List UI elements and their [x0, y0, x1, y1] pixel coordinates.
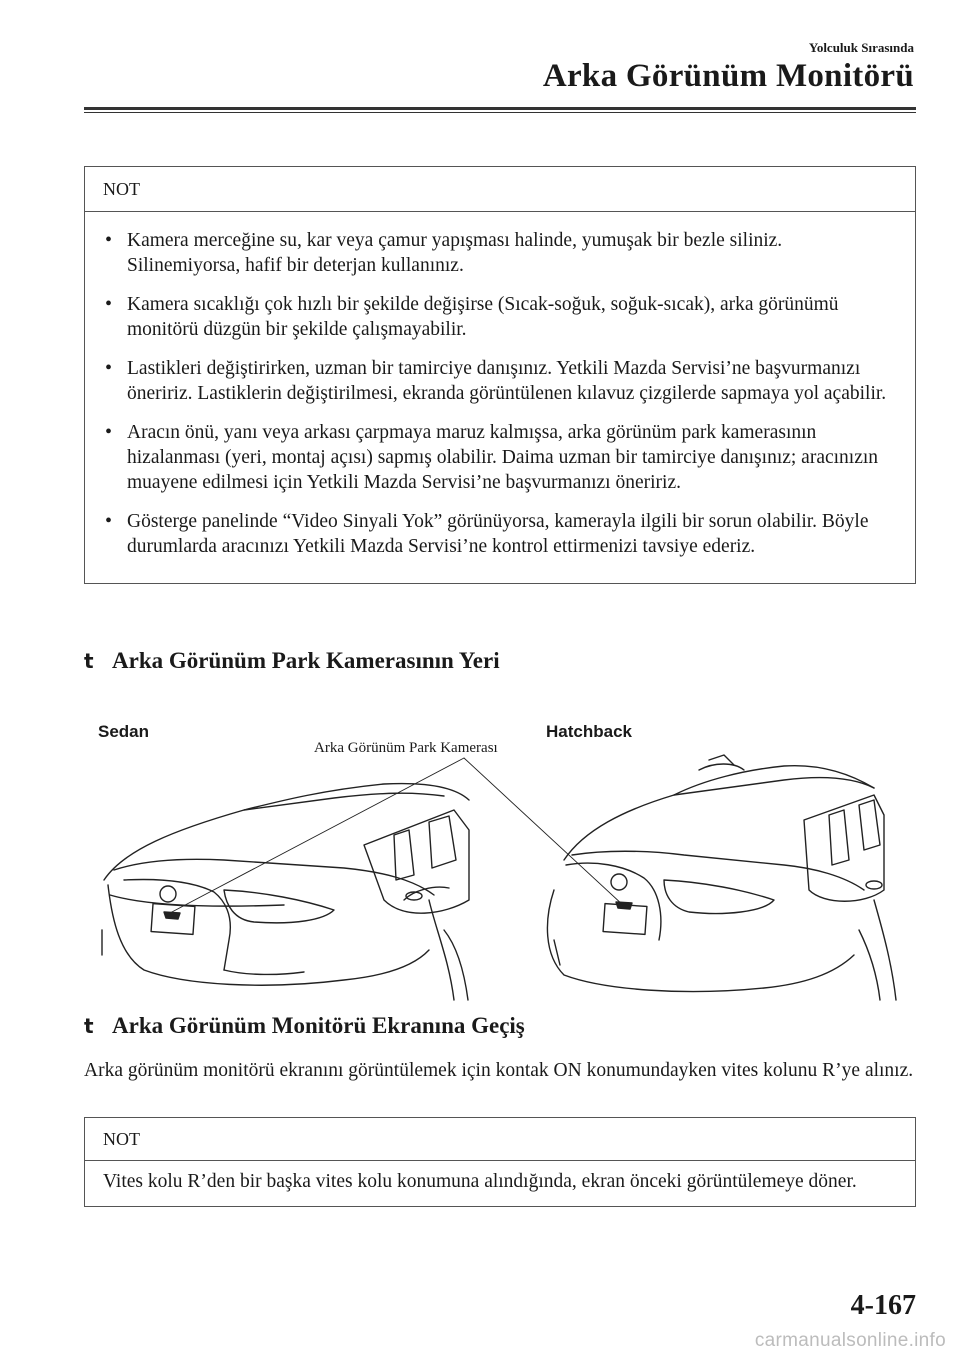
note-box: [84, 1117, 916, 1207]
section-heading-text: Arka Görünüm Monitörü Ekranına Geçiş: [112, 1013, 525, 1038]
note-bullet-text: Aracın önü, yanı veya arkası çarpmaya maruz kalmışsa, arka görünüm park kamerasının hizalanması (yeri, montaj açısı) sapmış olabilir. Daima uzman bir tamirciye danışınız; aracınızın muayene edilmesi için Yetkili Mazda Servisi’ne başvurmanızı öneririz.: [127, 422, 879, 493]
note-bullet-text: Kamera merceğine su, kar veya çamur yapışması halinde, yumuşak bir bezle siliniz. Silinemiyorsa, hafif bir deterjan kullanınız.: [127, 230, 783, 276]
note-text: Vites kolu R’den bir başka vites kolu konumuna alındığında, ekran önceki görüntülemeye döner.: [103, 1171, 857, 1192]
section-heading-text: Arka Görünüm Park Kamerasının Yeri: [112, 648, 500, 673]
note-bullet: [103, 509, 897, 559]
section-heading: [84, 1013, 525, 1039]
bullet-icon: •: [105, 421, 113, 443]
note-bullet: [103, 292, 897, 342]
section-marker: t: [84, 1014, 94, 1038]
camera-location-figure: [84, 700, 916, 1010]
note-bullet: [103, 356, 897, 406]
sedan-label: Sedan: [98, 722, 150, 741]
section-heading: [84, 648, 500, 674]
hatchback-label: Hatchback: [546, 722, 632, 741]
note-heading: NOT: [85, 1118, 915, 1161]
car-illustration: [84, 700, 916, 1010]
header-rule: [84, 107, 916, 110]
note-box: [84, 166, 916, 584]
note-bullet: [103, 420, 897, 495]
bullet-icon: •: [105, 293, 113, 315]
callout-lines: [170, 758, 624, 913]
note-heading: NOT: [85, 167, 915, 212]
note-bullet-text: Lastikleri değiştirirken, uzman bir tamirciye danışınız. Yetkili Mazda Servisi’ne başvurmanızı öneririz. Lastiklerin değiştirilmesi, ekranda görüntülenen kılavuz çizgilerde sapmaya yol açabilir.: [127, 358, 887, 404]
bullet-icon: •: [105, 510, 113, 532]
hatchback-illustration: [547, 755, 896, 1000]
section-header: Yolculuk Sırasında: [808, 40, 914, 55]
bullet-icon: •: [105, 229, 113, 251]
sedan-illustration: [102, 784, 469, 1000]
section-marker: t: [84, 649, 94, 673]
camera-callout: Arka Görünüm Park Kamerası: [314, 740, 498, 756]
bullet-icon: •: [105, 357, 113, 379]
watermark: carmanualsonline.info: [754, 1330, 946, 1351]
page-number: 4-167: [850, 1290, 916, 1321]
note-bullet-text: Gösterge panelinde “Video Sinyali Yok” görünüyorsa, kamerayla ilgili bir sorun olabilir. Böyle durumlarda aracınızı Yetkili Mazda Servisi’ne kontrol ettirmenizi tavsiye ederiz.: [127, 511, 869, 557]
body-paragraph: Arka görünüm monitörü ekranını görüntülemek için kontak ON konumundayken vites kolunu R’ye alınız.: [84, 1060, 914, 1081]
note-bullet-text: Kamera sıcaklığı çok hızlı bir şekilde değişirse (Sıcak-soğuk, soğuk-sıcak), arka görünümü monitörü düzgün bir şekilde çalışmayabilir.: [127, 294, 839, 340]
page-title: Arka Görünüm Monitörü: [542, 58, 914, 94]
note-bullet: [103, 228, 897, 278]
header-rule-thin: [84, 112, 916, 113]
